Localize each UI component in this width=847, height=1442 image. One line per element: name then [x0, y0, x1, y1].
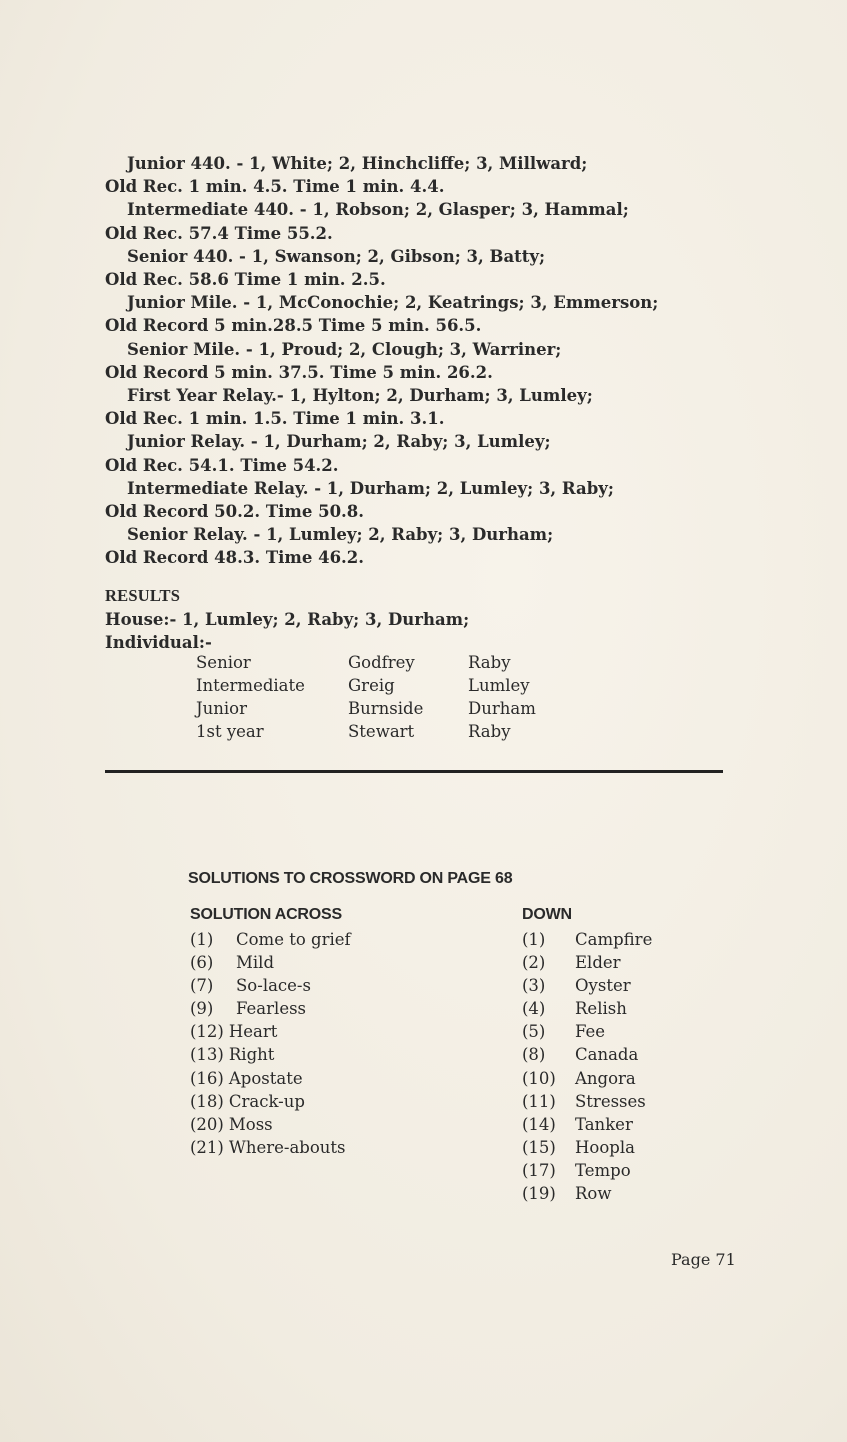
house-cell: Raby [468, 653, 511, 672]
individual-label: Individual:- [105, 633, 212, 652]
clue-number: (14) [522, 1114, 556, 1134]
clue-number: (2) [522, 953, 546, 973]
table-row [196, 653, 536, 676]
record-line: Old Record 48.3. Time 46.2. [105, 548, 365, 568]
record-line: Old Record 5 min. 37.5. Time 5 min. 26.2. [105, 362, 493, 382]
clue-number: (10) [522, 1068, 556, 1088]
clue-answer: Fee [575, 1022, 606, 1042]
clue-answer: Tempo [575, 1160, 631, 1180]
clue-number: (4) [522, 999, 546, 1019]
list-item [522, 1020, 652, 1043]
clue-answer: Campfire [575, 930, 653, 949]
house-cell: Durham [468, 699, 536, 718]
clue-answer: Hoopla [575, 1137, 635, 1157]
clue-number: (9) [190, 999, 214, 1019]
list-item [190, 1043, 351, 1066]
event-line: First Year Relay.- 1, Hylton; 2, Durham; 3, Lumley; [127, 386, 593, 406]
clue-answer: Moss [228, 1114, 273, 1134]
clue-number: (12) [190, 1022, 224, 1042]
clue-number: (16) [190, 1068, 224, 1088]
event-results-list [105, 152, 725, 570]
category-cell: Intermediate [196, 676, 305, 695]
list-item [522, 951, 652, 974]
down-solutions-list [522, 928, 652, 1205]
clue-number: (5) [522, 1022, 546, 1042]
house-cell: Raby [468, 722, 511, 741]
crossword-solutions-heading: SOLUTIONS TO CROSSWORD ON PAGE 68 [188, 870, 513, 887]
event-line: Intermediate Relay. - 1, Durham; 2, Lumley; 3, Raby; [127, 478, 614, 498]
record-line: Old Rec. 1 min. 4.5. Time 1 min. 4.4. [105, 177, 445, 197]
name-cell: Greig [348, 676, 395, 695]
record-line: Old Rec. 1 min. 1.5. Time 1 min. 3.1. [105, 409, 445, 429]
list-item [190, 951, 351, 974]
across-heading: SOLUTION ACROSS [190, 906, 342, 923]
clue-answer: So-lace-s [236, 976, 311, 996]
divider-rule [105, 770, 723, 773]
clue-answer: Fearless [236, 999, 307, 1019]
down-heading: DOWN [522, 906, 572, 923]
list-item [190, 997, 351, 1020]
page-number: Page 71 [671, 1250, 736, 1269]
clue-answer: Tanker [575, 1114, 633, 1134]
clue-answer: Oyster [575, 976, 631, 996]
event-line: Junior 440. - 1, White; 2, Hinchcliffe; 3, Millward; [127, 154, 588, 173]
category-cell: 1st year [196, 722, 264, 741]
clue-number: (18) [190, 1091, 224, 1111]
clue-answer: Heart [228, 1022, 278, 1042]
clue-number: (7) [190, 976, 214, 996]
list-item [190, 1113, 351, 1136]
record-line: Old Rec. 58.6 Time 1 min. 2.5. [105, 270, 386, 290]
across-solutions-list [190, 928, 351, 1159]
clue-number: (21) [190, 1137, 224, 1157]
list-item [190, 1067, 351, 1090]
clue-answer: Right [228, 1045, 275, 1065]
clue-number: (13) [190, 1045, 224, 1065]
list-item [522, 974, 652, 997]
name-cell: Stewart [348, 722, 415, 741]
event-line: Senior 440. - 1, Swanson; 2, Gibson; 3, Batty; [127, 246, 546, 266]
clue-number: (15) [522, 1137, 556, 1157]
clue-answer: Apostate [228, 1068, 303, 1088]
clue-number: (11) [522, 1091, 556, 1111]
list-item [522, 1182, 652, 1205]
name-cell: Burnside [348, 699, 424, 718]
event-line: Senior Mile. - 1, Proud; 2, Clough; 3, Warriner; [127, 339, 562, 359]
house-results: House:- 1, Lumley; 2, Raby; 3, Durham; [105, 610, 470, 629]
clue-number: (19) [522, 1184, 556, 1204]
list-item [522, 1159, 652, 1182]
list-item [522, 1113, 652, 1136]
clue-answer: Where-abouts [228, 1137, 346, 1157]
clue-number: (1) [522, 930, 546, 949]
clue-answer: Canada [575, 1045, 639, 1065]
event-line: Junior Relay. - 1, Durham; 2, Raby; 3, Lumley; [127, 432, 551, 452]
name-cell: Godfrey [348, 653, 415, 672]
clue-answer: Crack-up [228, 1091, 305, 1111]
list-item [190, 1020, 351, 1043]
clue-number: (1) [190, 930, 214, 949]
list-item [522, 1136, 652, 1159]
record-line: Old Record 5 min.28.5 Time 5 min. 56.5. [105, 316, 482, 336]
list-item [522, 1043, 652, 1066]
event-line: Junior Mile. - 1, McConochie; 2, Keatrings; 3, Emmerson; [127, 293, 659, 313]
table-row [196, 699, 536, 722]
list-item [522, 1090, 652, 1113]
event-line: Intermediate 440. - 1, Robson; 2, Glasper; 3, Hammal; [127, 200, 629, 220]
list-item [522, 1067, 652, 1090]
clue-number: (8) [522, 1045, 546, 1065]
clue-answer: Mild [236, 953, 275, 973]
list-item [190, 1136, 351, 1159]
list-item [522, 928, 652, 951]
list-item [190, 974, 351, 997]
clue-answer: Elder [575, 953, 621, 973]
category-cell: Senior [196, 653, 251, 672]
clue-answer: Relish [575, 999, 627, 1019]
clue-answer: Angora [575, 1068, 636, 1088]
clue-answer: Stresses [575, 1091, 646, 1111]
clue-answer: Come to grief [236, 930, 351, 949]
table-row [196, 722, 536, 745]
event-line: Senior Relay. - 1, Lumley; 2, Raby; 3, Durham; [127, 525, 554, 545]
individual-results-table [196, 653, 536, 745]
record-line: Old Rec. 57.4 Time 55.2. [105, 223, 333, 243]
clue-number: (17) [522, 1160, 556, 1180]
clue-number: (20) [190, 1114, 224, 1134]
category-cell: Junior [196, 699, 247, 718]
clue-number: (3) [522, 976, 546, 996]
clue-number: (6) [190, 953, 214, 973]
record-line: Old Rec. 54.1. Time 54.2. [105, 455, 339, 475]
table-row [196, 676, 536, 699]
record-line: Old Record 50.2. Time 50.8. [105, 502, 365, 522]
list-item [190, 1090, 351, 1113]
results-heading: RESULTS [105, 586, 181, 605]
house-cell: Lumley [468, 676, 530, 695]
list-item [190, 928, 351, 951]
list-item [522, 997, 652, 1020]
clue-answer: Row [575, 1184, 612, 1204]
